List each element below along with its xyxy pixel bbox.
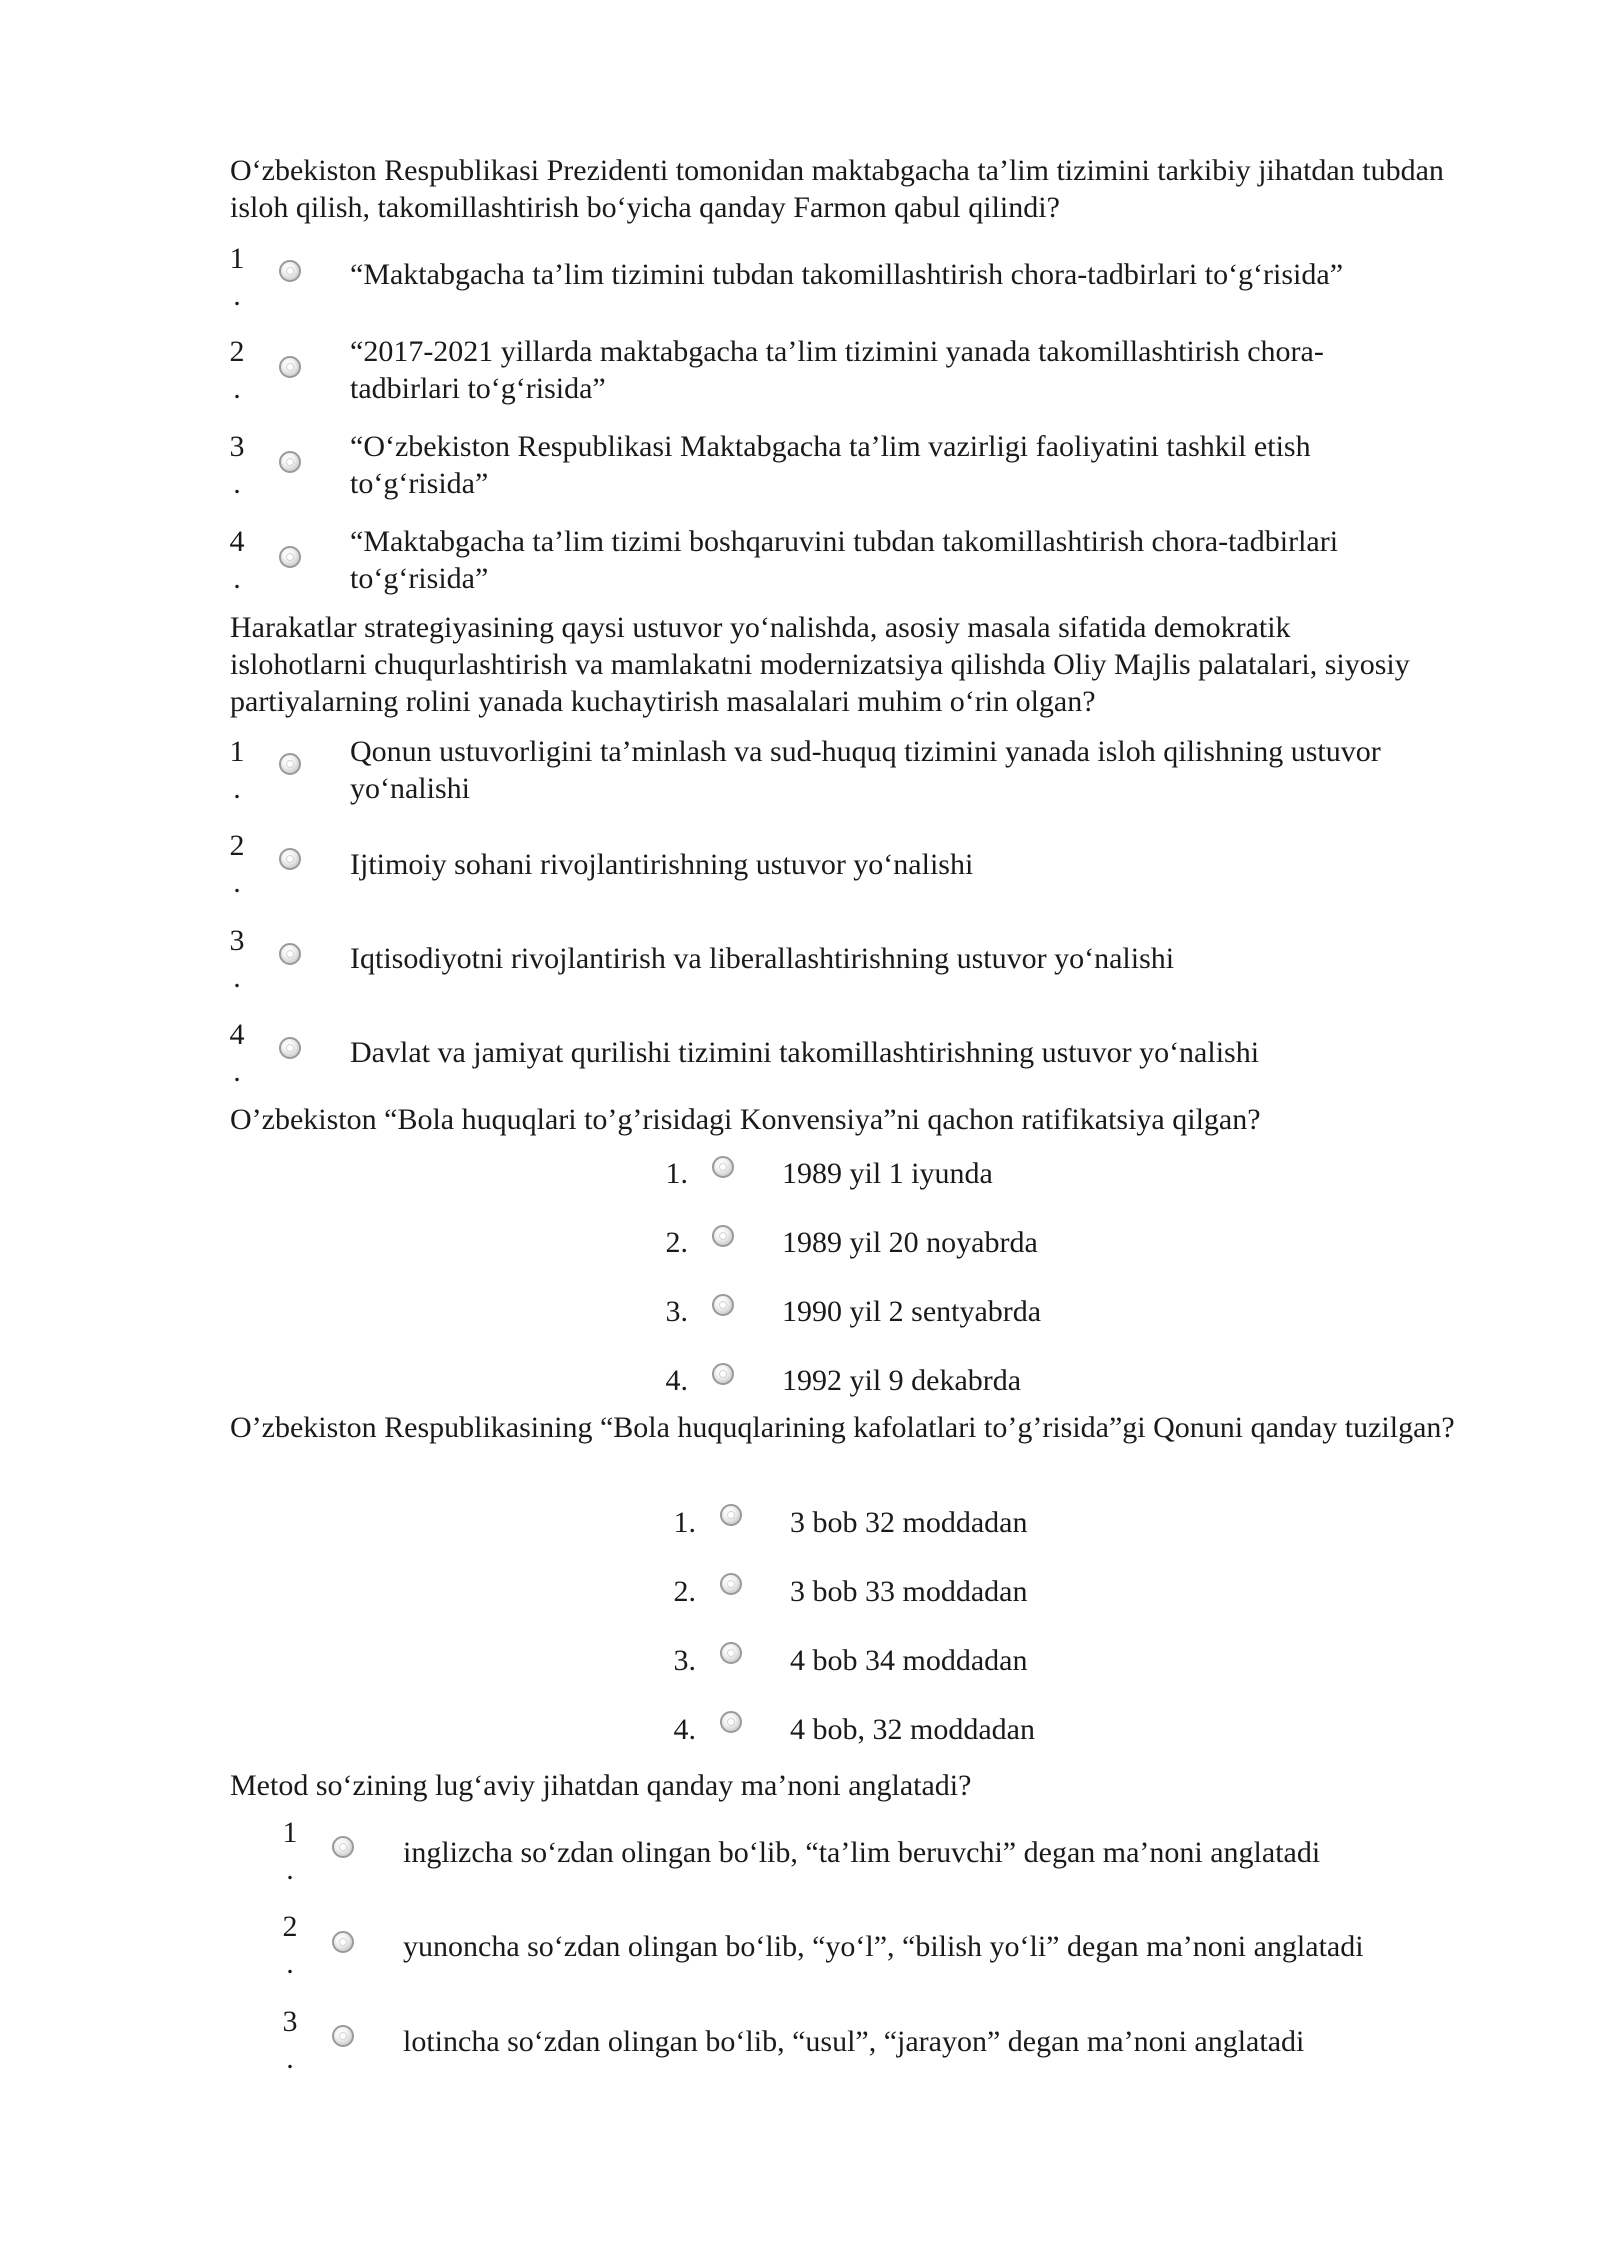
q1-option-2-number: 2 . [229, 335, 245, 405]
q2-option-2-number: 2 . [229, 829, 245, 899]
q4-option-4-text: 4 bob, 32 moddadan [790, 1713, 1035, 1746]
q4-option-1-radio[interactable] [720, 1504, 742, 1526]
q4-option-3-radio[interactable] [720, 1642, 742, 1664]
q3-option-3-text: 1990 yil 2 sentyabrda [782, 1295, 1042, 1328]
q2-option-2-text: Ijtimoiy sohani rivojlantirishning ustuvor yo‘nalishi [350, 848, 974, 881]
q2-option-1-number: 1 . [229, 735, 245, 805]
q1-option-4-radio[interactable] [279, 546, 301, 568]
q3-option-3-radio[interactable] [712, 1294, 734, 1316]
q3-option-1-text: 1989 yil 1 iyunda [782, 1157, 993, 1190]
q1-option-2-radio[interactable] [279, 356, 301, 378]
q2-option-4-radio[interactable] [279, 1037, 301, 1059]
q3-option-1-number: 1. [665, 1157, 688, 1190]
q3-option-2-text: 1989 yil 20 noyabrda [782, 1226, 1038, 1259]
question-2-text: Harakatlar strategiyasining qaysi ustuvor yo‘nalishda, asosiy masala sifatida demokratik islohotlarni chuqurlashtirish va mamlakatni modernizatsiya qilishda Oliy Majlis palatalari, siyosiy partiyalarning rolini yanada kuchaytirish masalalari muhim o‘rin olgan? [230, 611, 1410, 718]
q5-option-2-number: 2 . [282, 1910, 298, 1980]
q1-option-3-number: 3 . [229, 430, 245, 500]
q5-option-1-radio[interactable] [332, 1836, 354, 1858]
q4-option-4-radio[interactable] [720, 1711, 742, 1733]
q5-option-2-text: yunoncha so‘zdan olingan bo‘lib, “yo‘l”, “bilish yo‘li” degan ma’noni anglatadi [403, 1930, 1364, 1963]
question-5-text: Metod so‘zining lug‘aviy jihatdan qanday ma’noni anglatadi? [230, 1769, 972, 1802]
q3-option-1-radio[interactable] [712, 1156, 734, 1178]
q4-option-1-number: 1. [673, 1506, 696, 1539]
q3-option-3-number: 3. [665, 1295, 688, 1328]
q1-option-3-text: “O‘zbekiston Respublikasi Maktabgacha ta’lim vazirligi faoliyatini tashkil etish to‘g‘risida” [350, 430, 1311, 500]
q3-option-4-number: 4. [665, 1364, 688, 1397]
q5-option-1-number: 1 . [282, 1816, 298, 1886]
q2-option-4-text: Davlat va jamiyat qurilishi tizimini takomillashtirishning ustuvor yo‘nalishi [350, 1036, 1260, 1069]
q1-option-3-radio[interactable] [279, 451, 301, 473]
q2-option-4-number: 4 . [229, 1018, 245, 1088]
q4-option-2-text: 3 bob 33 moddadan [790, 1575, 1028, 1608]
q2-option-3-number: 3 . [229, 924, 245, 994]
q1-option-4-text: “Maktabgacha ta’lim tizimi boshqaruvini tubdan takomillashtirish chora-tadbirlari to‘g‘risida” [350, 525, 1339, 595]
q3-option-4-text: 1992 yil 9 dekabrda [782, 1364, 1022, 1397]
q3-option-2-radio[interactable] [712, 1225, 734, 1247]
q2-option-2-radio[interactable] [279, 848, 301, 870]
q2-option-3-radio[interactable] [279, 943, 301, 965]
q3-option-4-radio[interactable] [712, 1363, 734, 1385]
q1-option-1-number: 1 . [229, 242, 245, 312]
q3-option-2-number: 2. [665, 1226, 688, 1259]
q2-option-1-text: Qonun ustuvorligini ta’minlash va sud-huquq tizimini yanada isloh qilishning ustuvor yo‘nalishi [350, 735, 1381, 805]
q4-option-2-number: 2. [673, 1575, 696, 1608]
q2-option-1-radio[interactable] [279, 753, 301, 775]
question-1-text: O‘zbekiston Respublikasi Prezidenti tomonidan maktabgacha ta’lim tizimini tarkibiy jihatdan tubdan isloh qilish, takomillashtirish bo‘yicha qanday Farmon qabul qilindi? [230, 154, 1444, 224]
q4-option-2-radio[interactable] [720, 1573, 742, 1595]
q1-option-1-radio[interactable] [279, 260, 301, 282]
q1-option-1-text: “Maktabgacha ta’lim tizimini tubdan takomillashtirish chora-tadbirlari to‘g‘risida” [350, 258, 1344, 291]
q1-option-2-text: “2017-2021 yillarda maktabgacha ta’lim tizimini yanada takomillashtirish chora-tadbirlari to‘g‘risida” [350, 335, 1324, 405]
q5-option-3-number: 3 . [282, 2005, 298, 2075]
question-3-text: O’zbekiston “Bola huquqlari to’g’risidagi Konvensiya”ni qachon ratifikatsiya qilgan? [230, 1103, 1261, 1136]
q4-option-3-number: 3. [673, 1644, 696, 1677]
q4-option-1-text: 3 bob 32 moddadan [790, 1506, 1028, 1539]
q4-option-3-text: 4 bob 34 moddadan [790, 1644, 1028, 1677]
q2-option-3-text: Iqtisodiyotni rivojlantirish va liberallashtirishning ustuvor yo‘nalishi [350, 942, 1175, 975]
q5-option-3-radio[interactable] [332, 2025, 354, 2047]
question-4-text: O’zbekiston Respublikasining “Bola huquqlarining kafolatlari to’g’risida”gi Qonuni qanday tuzilgan? [230, 1411, 1455, 1444]
q5-option-2-radio[interactable] [332, 1931, 354, 1953]
q4-option-4-number: 4. [673, 1713, 696, 1746]
q5-option-1-text: inglizcha so‘zdan olingan bo‘lib, “ta’lim beruvchi” degan ma’noni anglatadi [403, 1836, 1321, 1869]
q1-option-4-number: 4 . [229, 525, 245, 595]
q5-option-3-text: lotincha so‘zdan olingan bo‘lib, “usul”, “jarayon” degan ma’noni anglatadi [403, 2025, 1305, 2058]
